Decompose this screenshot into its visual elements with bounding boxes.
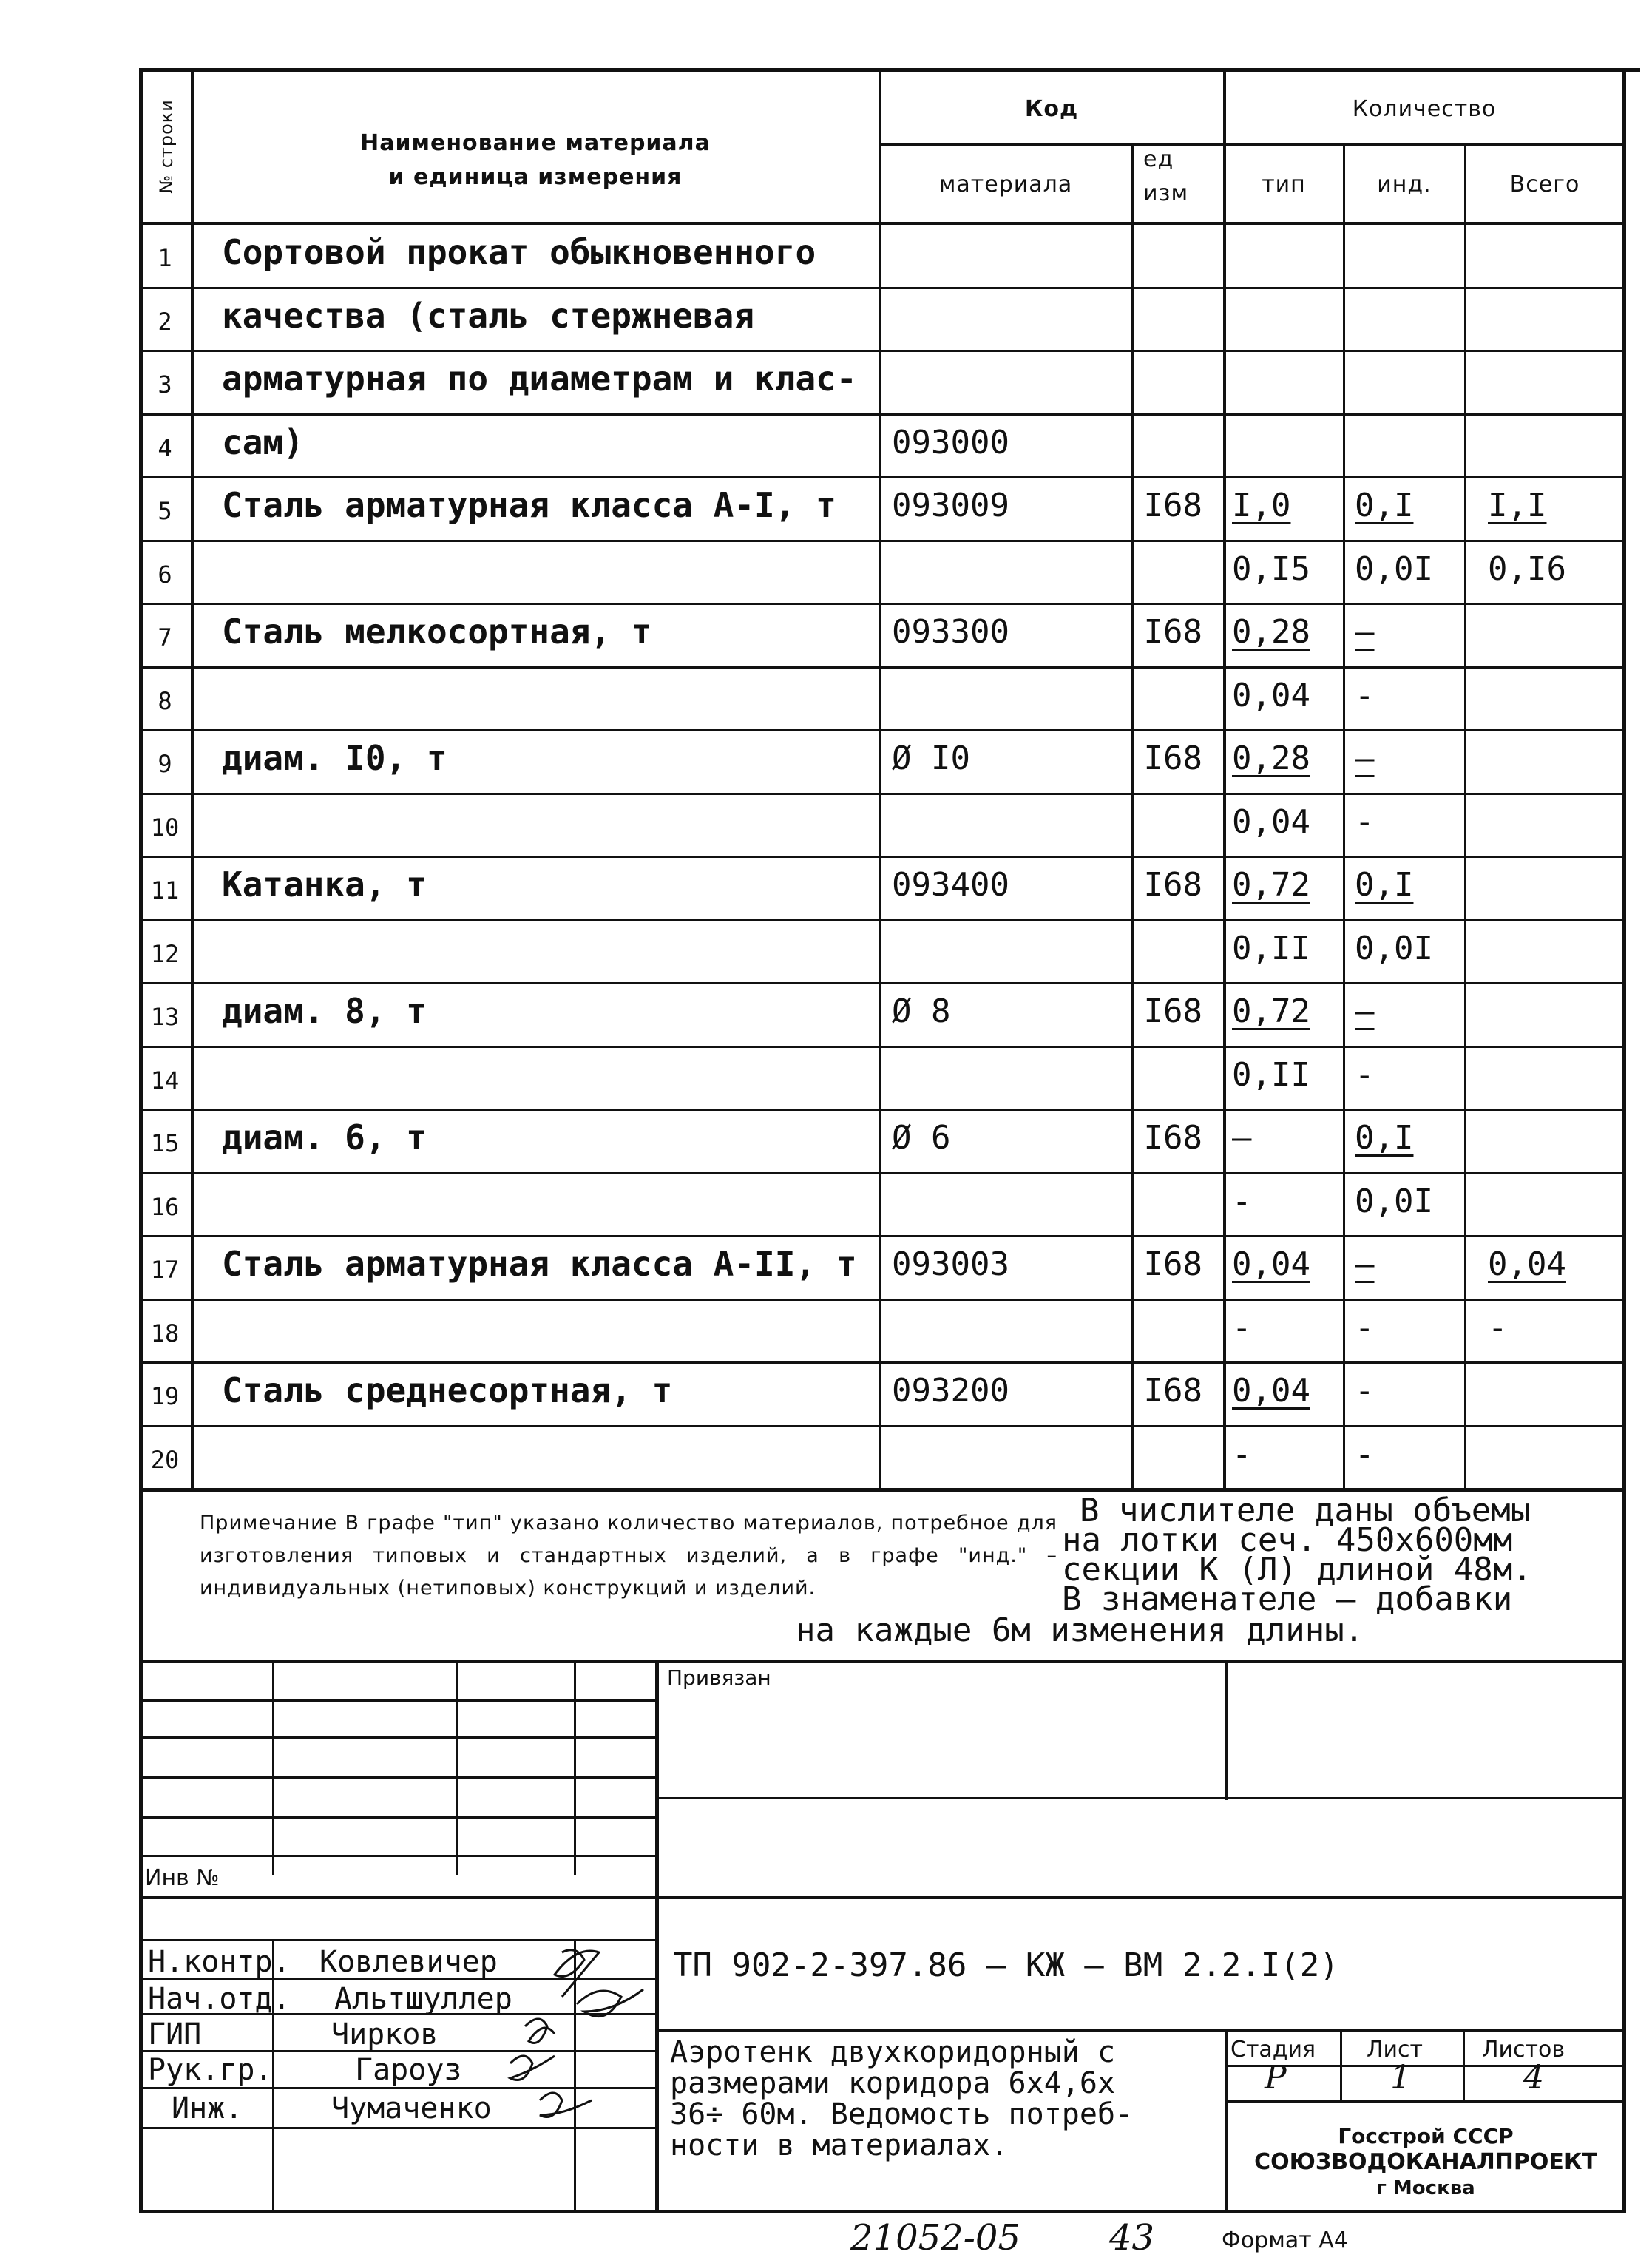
row-number: 7 xyxy=(158,623,172,652)
tb-left-row-2 xyxy=(139,1736,657,1739)
org-name: СОЮЗВОДОКАНАЛПРОЕКТ xyxy=(1254,2149,1597,2175)
qty-ind: 0,0I xyxy=(1355,929,1433,967)
sheet-label: Лист xyxy=(1367,2037,1424,2063)
org-ministry: Госстрой СССР xyxy=(1338,2124,1514,2148)
header-code-material: материала xyxy=(938,172,1073,197)
row-divider xyxy=(139,1425,1624,1427)
unit-code: I68 xyxy=(1143,613,1202,651)
row-number: 1 xyxy=(158,244,172,272)
row-number: 18 xyxy=(150,1319,180,1347)
row-divider xyxy=(139,1235,1624,1237)
col-typ-divider xyxy=(1343,143,1345,1489)
tb-left-col-3 xyxy=(574,1660,576,1875)
qty-type: 0,04 xyxy=(1232,1245,1310,1283)
qty-total: - xyxy=(1488,1308,1508,1347)
material-code: 093009 xyxy=(892,487,1009,524)
qty-ind: - xyxy=(1355,1308,1375,1347)
qty-type: 0,04 xyxy=(1232,802,1310,841)
qty-ind: – xyxy=(1355,992,1375,1030)
tb-left-col-1 xyxy=(272,1660,274,1875)
col-name-divider xyxy=(879,68,881,1489)
row-number: 8 xyxy=(158,686,172,715)
row-number: 19 xyxy=(150,1382,180,1410)
header-bottom-line xyxy=(139,222,1624,225)
col-rownum-divider xyxy=(191,68,194,1489)
privyazan-label: Привязан xyxy=(667,1665,771,1690)
header-q-total: Всего xyxy=(1509,172,1580,197)
table-top-border xyxy=(139,68,1640,72)
header-q-ind: инд. xyxy=(1377,172,1432,197)
unit-code: I68 xyxy=(1143,487,1202,524)
tb-privyazan-bottom xyxy=(655,1797,1624,1799)
header-row-number: № строки xyxy=(156,99,177,194)
qty-type: 0,72 xyxy=(1232,866,1310,904)
qty-type: 0,72 xyxy=(1232,992,1310,1030)
footer-handwritten-page: 43 xyxy=(1109,2217,1155,2259)
tb-top-line xyxy=(139,1660,1624,1663)
header-mid-line xyxy=(879,143,1624,146)
row-divider xyxy=(139,1046,1624,1048)
row-divider xyxy=(139,1109,1624,1111)
description-line-2: размерами коридора 6x4,6x xyxy=(670,2066,1116,2100)
unit-code: I68 xyxy=(1143,1245,1202,1283)
qty-ind: – xyxy=(1355,1245,1375,1283)
staff-role-4: Рук.гр. xyxy=(148,2053,273,2087)
qty-ind: 0,0I xyxy=(1355,1182,1433,1220)
staff-name-2: Альтшуллер xyxy=(334,1982,512,2016)
note-big-line-3: секции К (Л) длиной 48м. xyxy=(1062,1551,1532,1589)
row-number: 11 xyxy=(150,876,180,904)
unit-code: I68 xyxy=(1143,740,1202,777)
qty-type: 0,II xyxy=(1232,1055,1310,1094)
row-number: 15 xyxy=(150,1129,180,1157)
unit-code: I68 xyxy=(1143,1119,1202,1157)
header-code: Код xyxy=(1024,96,1079,122)
row-divider xyxy=(139,1361,1624,1364)
material-name: сам) xyxy=(222,422,304,462)
row-number: 6 xyxy=(158,560,172,589)
row-divider xyxy=(139,287,1624,289)
row-divider xyxy=(139,982,1624,984)
tb-left-row-5 xyxy=(139,1855,657,1857)
material-name: Катанка, т xyxy=(222,865,427,904)
qty-total: I,I xyxy=(1488,487,1547,524)
header-q-type: тип xyxy=(1262,172,1306,197)
staff-role-5: Инж. xyxy=(172,2091,243,2125)
qty-type: - xyxy=(1232,1308,1252,1347)
row-divider xyxy=(139,666,1624,669)
qty-type: I,0 xyxy=(1232,487,1291,524)
row-number: 16 xyxy=(150,1192,180,1221)
table-right-border xyxy=(1622,68,1626,2213)
note-big-line-1: В числителе даны объемы xyxy=(1080,1492,1531,1529)
org-city: г Москва xyxy=(1376,2177,1475,2199)
material-code: 093200 xyxy=(892,1372,1009,1410)
qty-ind: - xyxy=(1355,676,1375,714)
sheets-label: Листов xyxy=(1482,2037,1565,2063)
description-line-4: ности в материалах. xyxy=(670,2128,1009,2162)
material-code: Ø 6 xyxy=(892,1119,951,1157)
row-number: 3 xyxy=(158,371,172,399)
row-divider xyxy=(139,1172,1624,1174)
tb-stage-col-1 xyxy=(1340,2029,1342,2102)
material-code: 093003 xyxy=(892,1245,1009,1283)
material-code: 093000 xyxy=(892,423,1009,461)
qty-ind: 0,I xyxy=(1355,866,1414,904)
qty-type: 0,28 xyxy=(1232,613,1310,651)
unit-code: I68 xyxy=(1143,866,1202,904)
unit-code: I68 xyxy=(1143,992,1202,1030)
header-code-unit-2: изм xyxy=(1143,180,1189,206)
qty-ind: - xyxy=(1355,1435,1375,1473)
row-divider xyxy=(139,856,1624,858)
qty-type: 0,II xyxy=(1232,929,1310,967)
qty-type: 0,I5 xyxy=(1232,549,1310,588)
qty-ind: - xyxy=(1355,1055,1375,1094)
header-name-line1: Наименование материала xyxy=(360,130,711,156)
qty-ind: - xyxy=(1355,802,1375,841)
qty-ind: - xyxy=(1355,1372,1375,1410)
header-quantity: Количество xyxy=(1352,96,1497,122)
qty-type: - xyxy=(1232,1182,1252,1220)
qty-ind: 0,I xyxy=(1355,1119,1414,1157)
tb-left-col-2 xyxy=(456,1660,458,1875)
qty-type: 0,04 xyxy=(1232,1372,1310,1410)
row-number: 17 xyxy=(150,1256,180,1284)
row-number: 4 xyxy=(158,433,172,462)
material-code: 093400 xyxy=(892,866,1009,904)
tb-left-row-4 xyxy=(139,1816,657,1819)
tb-left-row-3 xyxy=(139,1776,657,1779)
stage-label: Стадия xyxy=(1230,2037,1316,2063)
material-code: Ø I0 xyxy=(892,740,970,777)
qty-total: 0,I6 xyxy=(1488,549,1566,588)
material-name: Сталь арматурная класса А-I, т xyxy=(222,485,836,525)
row-divider xyxy=(139,350,1624,352)
tb-left-row-1 xyxy=(139,1699,657,1702)
note-big-line-4: В знаменателе – добавки xyxy=(1062,1580,1513,1618)
note-big-line-2: на лотки сеч. 450x600мм xyxy=(1062,1521,1513,1559)
row-divider xyxy=(139,1299,1624,1301)
material-name: диам. 6, т xyxy=(222,1117,427,1157)
col-ind-divider xyxy=(1464,143,1466,1489)
sheet-value: 1 xyxy=(1390,2059,1411,2097)
material-name: диам. I0, т xyxy=(222,738,447,778)
material-name: Сталь арматурная класса А-II, т xyxy=(222,1244,857,1284)
tb-left-row-6 xyxy=(139,1896,1624,1899)
row-number: 9 xyxy=(158,750,172,778)
row-number: 2 xyxy=(158,307,172,336)
material-name: Сталь среднесортная, т xyxy=(222,1370,673,1410)
row-number: 14 xyxy=(150,1066,180,1095)
material-code: 093300 xyxy=(892,613,1009,651)
tb-privyazan-vertical xyxy=(1225,1660,1228,1800)
material-name: качества (сталь стержневая xyxy=(222,295,755,336)
description-line-1: Аэротенк двухкоридорный с xyxy=(670,2035,1116,2069)
footer-format: Формат А4 xyxy=(1222,2228,1348,2253)
tb-bottom-line xyxy=(139,2210,1624,2213)
row-number: 13 xyxy=(150,1003,180,1031)
material-code: Ø 8 xyxy=(892,992,951,1030)
sheets-value: 4 xyxy=(1523,2059,1544,2097)
qty-type: 0,28 xyxy=(1232,740,1310,777)
row-number: 20 xyxy=(150,1445,180,1474)
staff-name-4: Гароуз xyxy=(355,2053,462,2087)
col-code-divider xyxy=(1131,143,1134,1489)
staff-role-3: ГИП xyxy=(148,2017,202,2051)
staff-name-5: Чумаченко xyxy=(331,2091,492,2125)
qty-type: 0,04 xyxy=(1232,676,1310,714)
qty-total: 0,04 xyxy=(1488,1245,1566,1283)
staff-name-3: Чирков xyxy=(331,2017,439,2051)
material-name: арматурная по диаметрам и клас- xyxy=(222,359,857,399)
signatures xyxy=(473,1938,666,2145)
inv-number-label: Инв № xyxy=(145,1865,220,1891)
qty-ind: 0,0I xyxy=(1355,549,1433,588)
qty-ind: 0,I xyxy=(1355,487,1414,524)
note-text: Примечание В графе "тип" указано количество материалов, потребное для изготовления типовых и стандартных изделий, а в графе "инд." – индивидуальных (нетиповых) конструкций и изделий. xyxy=(200,1512,1057,1600)
material-name: Сортовой прокат обыкновенного xyxy=(222,232,816,272)
qty-ind: – xyxy=(1355,613,1375,651)
note-big-line-5: на каждые 6м изменения длины. xyxy=(796,1611,1364,1649)
header-code-unit-1: ед xyxy=(1143,146,1174,172)
staff-role-2: Нач.отд. xyxy=(148,1982,291,2016)
tb-stage-values-bottom xyxy=(1225,2100,1624,2103)
row-number: 10 xyxy=(150,813,180,842)
staff-role-1: Н.контр. xyxy=(148,1945,291,1979)
material-name: диам. 8, т xyxy=(222,991,427,1031)
qty-type: - xyxy=(1232,1435,1252,1473)
row-divider xyxy=(139,793,1624,795)
qty-type: – xyxy=(1232,1119,1252,1157)
unit-code: I68 xyxy=(1143,1372,1202,1410)
staff-name-1: Ковлевичер xyxy=(319,1945,498,1979)
tb-code-bottom xyxy=(655,2029,1624,2032)
header-name-line2: и единица измерения xyxy=(388,164,683,190)
footer-handwritten-number: 21052-05 xyxy=(850,2217,1020,2259)
row-divider xyxy=(139,540,1624,542)
material-name: Сталь мелкосортная, т xyxy=(222,612,652,652)
row-number: 12 xyxy=(150,939,180,968)
row-divider xyxy=(139,476,1624,478)
row-divider xyxy=(139,919,1624,921)
description-line-3: 36÷ 60м. Ведомость потреб- xyxy=(670,2097,1134,2131)
qty-ind: – xyxy=(1355,740,1375,777)
row-divider xyxy=(139,413,1624,416)
stage-value: Р xyxy=(1265,2059,1287,2097)
row-number: 5 xyxy=(158,497,172,525)
row-divider xyxy=(139,729,1624,731)
col-unit-divider xyxy=(1223,68,1226,1489)
document-code: ТП 902-2-397.86 – КЖ – ВМ 2.2.I(2) xyxy=(673,1946,1339,1984)
row-divider xyxy=(139,603,1624,605)
tb-stage-col-2 xyxy=(1463,2029,1465,2102)
